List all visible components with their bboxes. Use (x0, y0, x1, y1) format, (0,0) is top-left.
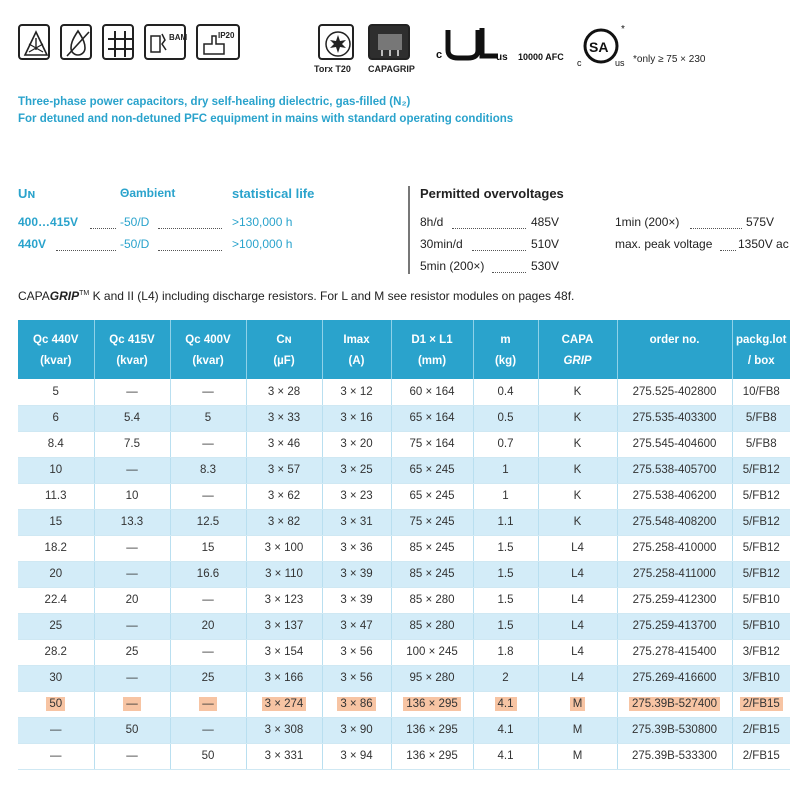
header-capagrip (538, 320, 617, 379)
table-row (18, 691, 790, 717)
table-cell-imax: 3 × 16 (322, 405, 391, 431)
table-cell-qc400: — (170, 587, 246, 613)
table-cell-order-no: 275.269-416600 (617, 665, 732, 691)
class-protection-icon (18, 24, 50, 60)
highlighted-value: 50 (46, 697, 65, 711)
table-cell-qc400: 25 (170, 665, 246, 691)
table-cell-capagrip: K (538, 457, 617, 483)
table-cell-d1l1: 75 × 245 (391, 509, 473, 535)
spec-life-1: >130,000 h (232, 215, 293, 229)
table-cell-d1l1: 85 × 280 (391, 613, 473, 639)
table-cell-qc415: 20 (94, 587, 170, 613)
header-cn-line1: Cɴ (276, 334, 292, 346)
highlighted-value: M (570, 697, 586, 711)
header-cn (246, 320, 322, 379)
table-cell-order-no: 275.538-406200 (617, 483, 732, 509)
ov-right-value-2: 1350V ac (738, 237, 789, 251)
table-row (18, 535, 790, 561)
table-row (18, 405, 790, 431)
table-cell-qc400: — (170, 431, 246, 457)
table-row (18, 483, 790, 509)
header-qc440-line2: (kvar) (40, 355, 72, 367)
table-cell-cn: 3 × 82 (246, 509, 322, 535)
table-row (18, 665, 790, 691)
ul-rating: 10000 AFC (518, 52, 564, 62)
table-cell-qc440: 22.4 (18, 587, 94, 613)
header-packg-lot (732, 320, 790, 379)
ov-left-label-1: 8h/d (420, 215, 444, 229)
table-cell-capagrip: L4 (538, 613, 617, 639)
table-cell-d1l1: 65 × 164 (391, 405, 473, 431)
table-cell-cn: 3 × 166 (246, 665, 322, 691)
table-cell-packg-lot: 2/FB15 (732, 717, 790, 743)
table-cell-order-no: 275.278-415400 (617, 639, 732, 665)
table-cell-qc440: 18.2 (18, 535, 94, 561)
ov-left-label-2: 30min/d (420, 237, 463, 251)
header-m-line1: m (500, 334, 511, 346)
header-m (473, 320, 538, 379)
highlighted-value: 4.1 (495, 697, 517, 711)
life-label: statistical life (232, 186, 315, 201)
table-cell-cn (246, 691, 322, 717)
table-cell-capagrip: L4 (538, 639, 617, 665)
table-cell-d1l1: 85 × 245 (391, 561, 473, 587)
table-cell-imax: 3 × 39 (322, 561, 391, 587)
header-qc415-line2: (kvar) (116, 355, 148, 367)
table-cell-cn: 3 × 331 (246, 743, 322, 769)
table-cell-qc415: 10 (94, 483, 170, 509)
torx-caption: Torx T20 (314, 64, 351, 74)
table-header-row (18, 320, 790, 379)
header-packg-lot-line1: packg.lot (736, 334, 787, 346)
bam-test-icon (144, 24, 186, 60)
table-cell-qc415: 50 (94, 717, 170, 743)
capagrip-note (18, 289, 574, 303)
header-qc440-line1: Qc 440V (33, 334, 79, 346)
divider (408, 186, 410, 274)
svg-text:SA: SA (589, 39, 609, 55)
table-cell-capagrip: K (538, 431, 617, 457)
table-cell-cn: 3 × 110 (246, 561, 322, 587)
table-cell-qc415: — (94, 379, 170, 405)
overvoltages-title: Permitted overvoltages (420, 186, 564, 201)
table-cell-order-no: 275.535-403300 (617, 405, 732, 431)
table-cell-d1l1: 95 × 280 (391, 665, 473, 691)
table-cell-capagrip: K (538, 509, 617, 535)
table-cell-packg-lot: 5/FB12 (732, 483, 790, 509)
table-cell-imax: 3 × 56 (322, 665, 391, 691)
header-d1l1 (391, 320, 473, 379)
table-cell-order-no: 275.258-410000 (617, 535, 732, 561)
ip20-label: IP20 (218, 31, 235, 40)
table-cell-qc415: — (94, 535, 170, 561)
table-cell-qc415: — (94, 665, 170, 691)
table-cell-qc400: — (170, 379, 246, 405)
table-cell-imax: 3 × 56 (322, 639, 391, 665)
bam-label: BAM (169, 33, 188, 42)
table-cell-qc415: — (94, 561, 170, 587)
capagrip-tm: TM (79, 290, 90, 297)
capagrip-icon (368, 24, 410, 60)
table-cell-capagrip: K (538, 405, 617, 431)
table-cell-packg-lot: 5/FB12 (732, 561, 790, 587)
highlighted-value: 136 × 295 (403, 697, 460, 711)
table-cell-packg-lot: 3/FB12 (732, 639, 790, 665)
table-cell-imax: 3 × 31 (322, 509, 391, 535)
table-cell-qc400: 8.3 (170, 457, 246, 483)
header-imax-line1: Imax (343, 334, 370, 346)
table-cell-imax: 3 × 25 (322, 457, 391, 483)
table-cell-imax (322, 691, 391, 717)
table-cell-qc440: 15 (18, 509, 94, 535)
header-order-no (617, 320, 732, 379)
capagrip-caption: CAPAGRIP (368, 64, 415, 74)
highlighted-value: — (199, 697, 217, 711)
table-cell-cn: 3 × 28 (246, 379, 322, 405)
table-cell-m: 0.4 (473, 379, 538, 405)
svg-text:c: c (436, 49, 443, 61)
table-cell-imax: 3 × 94 (322, 743, 391, 769)
table-row (18, 509, 790, 535)
table-cell-qc440: 6 (18, 405, 94, 431)
header-d1l1-line1: D1 × L1 (411, 334, 453, 346)
table-cell-capagrip: K (538, 483, 617, 509)
table-cell-order-no: 275.538-405700 (617, 457, 732, 483)
table-cell-qc415: 5.4 (94, 405, 170, 431)
table-cell-packg-lot: 5/FB8 (732, 405, 790, 431)
table-cell-order-no: 275.258-411000 (617, 561, 732, 587)
table-cell-order-no: 275.259-413700 (617, 613, 732, 639)
table-row (18, 587, 790, 613)
ov-left-value-3: 530V (531, 259, 560, 273)
table-cell-qc415: 7.5 (94, 431, 170, 457)
spec-life-2: >100,000 h (232, 237, 293, 251)
table-cell-capagrip: L4 (538, 535, 617, 561)
table-cell-imax: 3 × 36 (322, 535, 391, 561)
header-d1l1-line2: (mm) (417, 355, 447, 367)
table-cell-d1l1: 60 × 164 (391, 379, 473, 405)
svg-text:*: * (621, 24, 625, 35)
table-cell-qc440: 28.2 (18, 639, 94, 665)
header-qc400-line2: (kvar) (192, 355, 224, 367)
table-cell-order-no: 275.39B-530800 (617, 717, 732, 743)
table-cell-qc440: 25 (18, 613, 94, 639)
header-order-no-line1: order no. (649, 334, 700, 346)
table-cell-packg-lot: 10/FB8 (732, 379, 790, 405)
intro-line-1: Three-phase power capacitors, dry self-healing dielectric, gas-filled (N₂) (18, 96, 411, 108)
table-cell-d1l1: 100 × 245 (391, 639, 473, 665)
table-cell-capagrip: L4 (538, 587, 617, 613)
table-cell-cn: 3 × 100 (246, 535, 322, 561)
header-qc400-line1: Qc 400V (185, 334, 231, 346)
table-cell-packg-lot: 5/FB12 (732, 509, 790, 535)
ov-left-value-2: 510V (531, 237, 560, 251)
product-intro (18, 94, 513, 128)
highlighted-value: 2/FB15 (740, 697, 783, 711)
table-cell-capagrip: L4 (538, 561, 617, 587)
table-row (18, 431, 790, 457)
table-cell-m: 0.7 (473, 431, 538, 457)
header-m-line2: (kg) (494, 355, 517, 367)
table-cell-d1l1: 75 × 164 (391, 431, 473, 457)
svg-text:us: us (496, 52, 508, 63)
ul-certification-icon (436, 24, 518, 64)
header-qc415-line1: Qc 415V (109, 334, 155, 346)
table-cell-capagrip: L4 (538, 665, 617, 691)
dry-dielectric-icon (60, 24, 92, 60)
table-cell-cn: 3 × 62 (246, 483, 322, 509)
ov-right-label-2: max. peak voltage (615, 237, 713, 251)
table-cell-qc440: — (18, 743, 94, 769)
highlighted-value: — (123, 697, 141, 711)
table-cell-capagrip (538, 691, 617, 717)
table-cell-qc440: 20 (18, 561, 94, 587)
table-cell-qc440 (18, 691, 94, 717)
certification-icon-row (18, 24, 718, 80)
csa-certification-icon (575, 24, 629, 78)
svg-text:c: c (577, 58, 582, 68)
table-cell-d1l1 (391, 691, 473, 717)
table-cell-imax: 3 × 39 (322, 587, 391, 613)
table-cell-m: 4.1 (473, 717, 538, 743)
table-cell-qc415: 13.3 (94, 509, 170, 535)
capagrip-prefix: CAPA (18, 289, 50, 303)
highlighted-value: 275.39B-527400 (629, 697, 720, 711)
table-cell-qc415 (94, 691, 170, 717)
table-cell-m: 2 (473, 665, 538, 691)
table-cell-m: 1.5 (473, 535, 538, 561)
header-capagrip-line2: GRIP (563, 355, 592, 367)
table-cell-d1l1: 85 × 280 (391, 587, 473, 613)
table-cell-order-no: 275.545-404600 (617, 431, 732, 457)
table-cell-order-no: 275.259-412300 (617, 587, 732, 613)
table-cell-qc440: 11.3 (18, 483, 94, 509)
table-row (18, 743, 790, 769)
table-cell-m: 1 (473, 483, 538, 509)
torx-icon (318, 24, 354, 60)
table-cell-cn: 3 × 123 (246, 587, 322, 613)
table-cell-capagrip: M (538, 743, 617, 769)
table-cell-packg-lot: 5/FB10 (732, 613, 790, 639)
table-cell-qc400: 20 (170, 613, 246, 639)
capagrip-grip: GRIP (49, 289, 80, 303)
table-cell-cn: 3 × 154 (246, 639, 322, 665)
table-cell-order-no: 275.39B-533300 (617, 743, 732, 769)
table-cell-qc400: 12.5 (170, 509, 246, 535)
table-cell-d1l1: 65 × 245 (391, 457, 473, 483)
table-cell-d1l1: 136 × 295 (391, 717, 473, 743)
table-cell-m: 0.5 (473, 405, 538, 431)
table-cell-packg-lot: 5/FB12 (732, 457, 790, 483)
table-cell-qc440: — (18, 717, 94, 743)
svg-text:us: us (615, 58, 625, 68)
table-cell-qc440: 30 (18, 665, 94, 691)
ov-left-value-1: 485V (531, 215, 560, 229)
table-cell-d1l1: 65 × 245 (391, 483, 473, 509)
table-cell-capagrip: M (538, 717, 617, 743)
table-cell-qc400: 5 (170, 405, 246, 431)
table-cell-m: 1.5 (473, 613, 538, 639)
capacitor-table (18, 320, 790, 770)
table-cell-imax: 3 × 23 (322, 483, 391, 509)
header-capagrip-line1: CAPA (561, 334, 594, 346)
header-imax (322, 320, 391, 379)
table-row (18, 639, 790, 665)
theta-label: Θambient (120, 186, 176, 200)
spec-un-1: 400…415V (18, 215, 79, 229)
capagrip-rest: K and II (L4) including discharge resistors. For L and M see resistor modules on pages 48f. (89, 289, 575, 303)
table-row (18, 379, 790, 405)
intro-line-2: For detuned and non-detuned PFC equipment in mains with standard operating conditions (18, 113, 514, 125)
spec-theta-1: -50/D (120, 215, 150, 229)
ov-right-value-1: 575V (746, 215, 775, 229)
table-row (18, 613, 790, 639)
table-cell-packg-lot: 5/FB8 (732, 431, 790, 457)
header-qc440 (18, 320, 94, 379)
table-row (18, 457, 790, 483)
table-cell-packg-lot (732, 691, 790, 717)
table-cell-qc400 (170, 691, 246, 717)
table-cell-m: 1.5 (473, 561, 538, 587)
table-cell-qc415: — (94, 613, 170, 639)
table-cell-packg-lot: 5/FB10 (732, 587, 790, 613)
table-row (18, 561, 790, 587)
ip20-icon (196, 24, 240, 60)
table-cell-imax: 3 × 47 (322, 613, 391, 639)
header-qc415 (94, 320, 170, 379)
table-cell-cn: 3 × 46 (246, 431, 322, 457)
table-cell-order-no (617, 691, 732, 717)
table-cell-qc440: 5 (18, 379, 94, 405)
table-cell-m: 4.1 (473, 743, 538, 769)
table-cell-m: 1.8 (473, 639, 538, 665)
table-cell-qc440: 10 (18, 457, 94, 483)
table-cell-qc400: — (170, 717, 246, 743)
table-cell-d1l1: 136 × 295 (391, 743, 473, 769)
spec-un-2: 440V (18, 237, 47, 251)
table-cell-d1l1: 85 × 245 (391, 535, 473, 561)
csa-note: *only ≥ 75 × 230 (633, 54, 706, 65)
spec-theta-2: -50/D (120, 237, 150, 251)
table-cell-cn: 3 × 57 (246, 457, 322, 483)
ov-right-label-1: 1min (200×) (615, 215, 680, 229)
table-cell-qc400: — (170, 483, 246, 509)
table-cell-m (473, 691, 538, 717)
table-cell-cn: 3 × 308 (246, 717, 322, 743)
table-cell-qc400: 50 (170, 743, 246, 769)
table-cell-order-no: 275.525-402800 (617, 379, 732, 405)
table-cell-imax: 3 × 12 (322, 379, 391, 405)
table-body (18, 379, 790, 769)
table-cell-order-no: 275.548-408200 (617, 509, 732, 535)
header-qc400 (170, 320, 246, 379)
table-cell-cn: 3 × 33 (246, 405, 322, 431)
table-cell-imax: 3 × 90 (322, 717, 391, 743)
highlighted-value: 3 × 274 (262, 697, 307, 711)
table-cell-imax: 3 × 20 (322, 431, 391, 457)
table-cell-qc415: — (94, 457, 170, 483)
un-label: Uɴ (18, 186, 36, 201)
header-imax-line2: (A) (348, 355, 365, 367)
highlighted-value: 3 × 86 (337, 697, 375, 711)
header-cn-line2: (µF) (273, 355, 295, 367)
table-cell-qc400: 16.6 (170, 561, 246, 587)
table-cell-qc415: 25 (94, 639, 170, 665)
table-cell-packg-lot: 3/FB10 (732, 665, 790, 691)
grid-capacitor-icon (102, 24, 134, 60)
table-cell-qc440: 8.4 (18, 431, 94, 457)
table-cell-qc400: — (170, 639, 246, 665)
table-cell-cn: 3 × 137 (246, 613, 322, 639)
header-packg-lot-line2: / box (747, 355, 775, 367)
table-cell-m: 1 (473, 457, 538, 483)
table-cell-m: 1.1 (473, 509, 538, 535)
table-cell-capagrip: K (538, 379, 617, 405)
table-row (18, 717, 790, 743)
table-cell-packg-lot: 2/FB15 (732, 743, 790, 769)
table-cell-qc415: — (94, 743, 170, 769)
table-cell-packg-lot: 5/FB12 (732, 535, 790, 561)
table-cell-m: 1.5 (473, 587, 538, 613)
table-cell-qc400: 15 (170, 535, 246, 561)
ov-left-label-3: 5min (200×) (420, 259, 485, 273)
